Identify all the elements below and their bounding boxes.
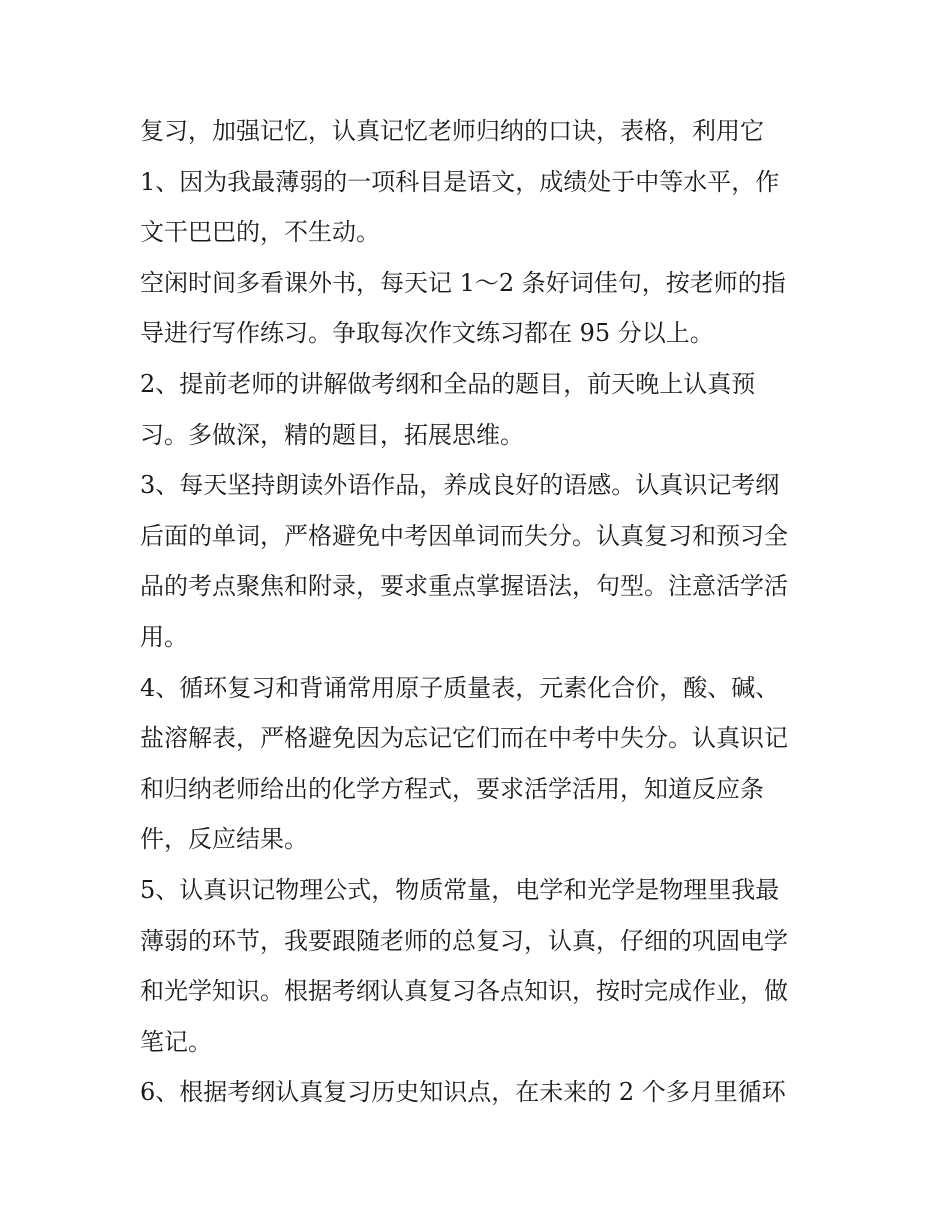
text-line: 空闲时间多看课外书，每天记 1～2 条好词佳句，按老师的指 (140, 268, 786, 297)
text-line: 3、每天坚持朗读外语作品，养成良好的语感。认真识记考纲 (140, 471, 780, 500)
text-line: 5、认真识记物理公式，物质常量，电学和光学是物理里我最 (140, 875, 780, 904)
text-line: 6、根据考纲认真复习历史知识点，在未来的 2 个多月里循环 (140, 1078, 786, 1107)
text-line: 和光学知识。根据考纲认真复习各点知识，按时完成作业，做 (140, 977, 788, 1006)
text-line: 件，反应结果。 (140, 825, 308, 854)
text-line: 2、提前老师的讲解做考纲和全品的题目，前天晚上认真预 (140, 369, 756, 398)
text-line: 盐溶解表，严格避免因为忘记它们而在中考中失分。认真识记 (140, 724, 788, 753)
text-line: 用。 (140, 622, 188, 651)
text-line: 习。多做深，精的题目，拓展思维。 (140, 420, 524, 449)
text-line: 复习，加强记忆，认真记忆老师归纳的口诀，表格，利用它 (140, 117, 764, 145)
document-body (140, 106, 820, 1118)
text-line: 1、因为我最薄弱的一项科目是语文，成绩处于中等水平，作 (140, 167, 780, 196)
text-line: 4、循环复习和背诵常用原子质量表，元素化合价，酸、碱、 (140, 673, 780, 702)
text-line: 品的考点聚焦和附录，要求重点掌握语法，句型。注意活学活 (140, 572, 788, 601)
text-line: 后面的单词，严格避免中考因单词而失分。认真复习和预习全 (140, 521, 788, 550)
text-line: 和归纳老师给出的化学方程式，要求活学活用，知道反应条 (140, 774, 764, 803)
text-line: 笔记。 (140, 1027, 212, 1056)
text-line: 薄弱的环节，我要跟随老师的总复习，认真，仔细的巩固电学 (140, 926, 788, 955)
text-line: 导进行写作练习。争取每次作文练习都在 95 分以上。 (140, 319, 714, 348)
text-line: 文干巴巴的，不生动。 (140, 218, 380, 247)
